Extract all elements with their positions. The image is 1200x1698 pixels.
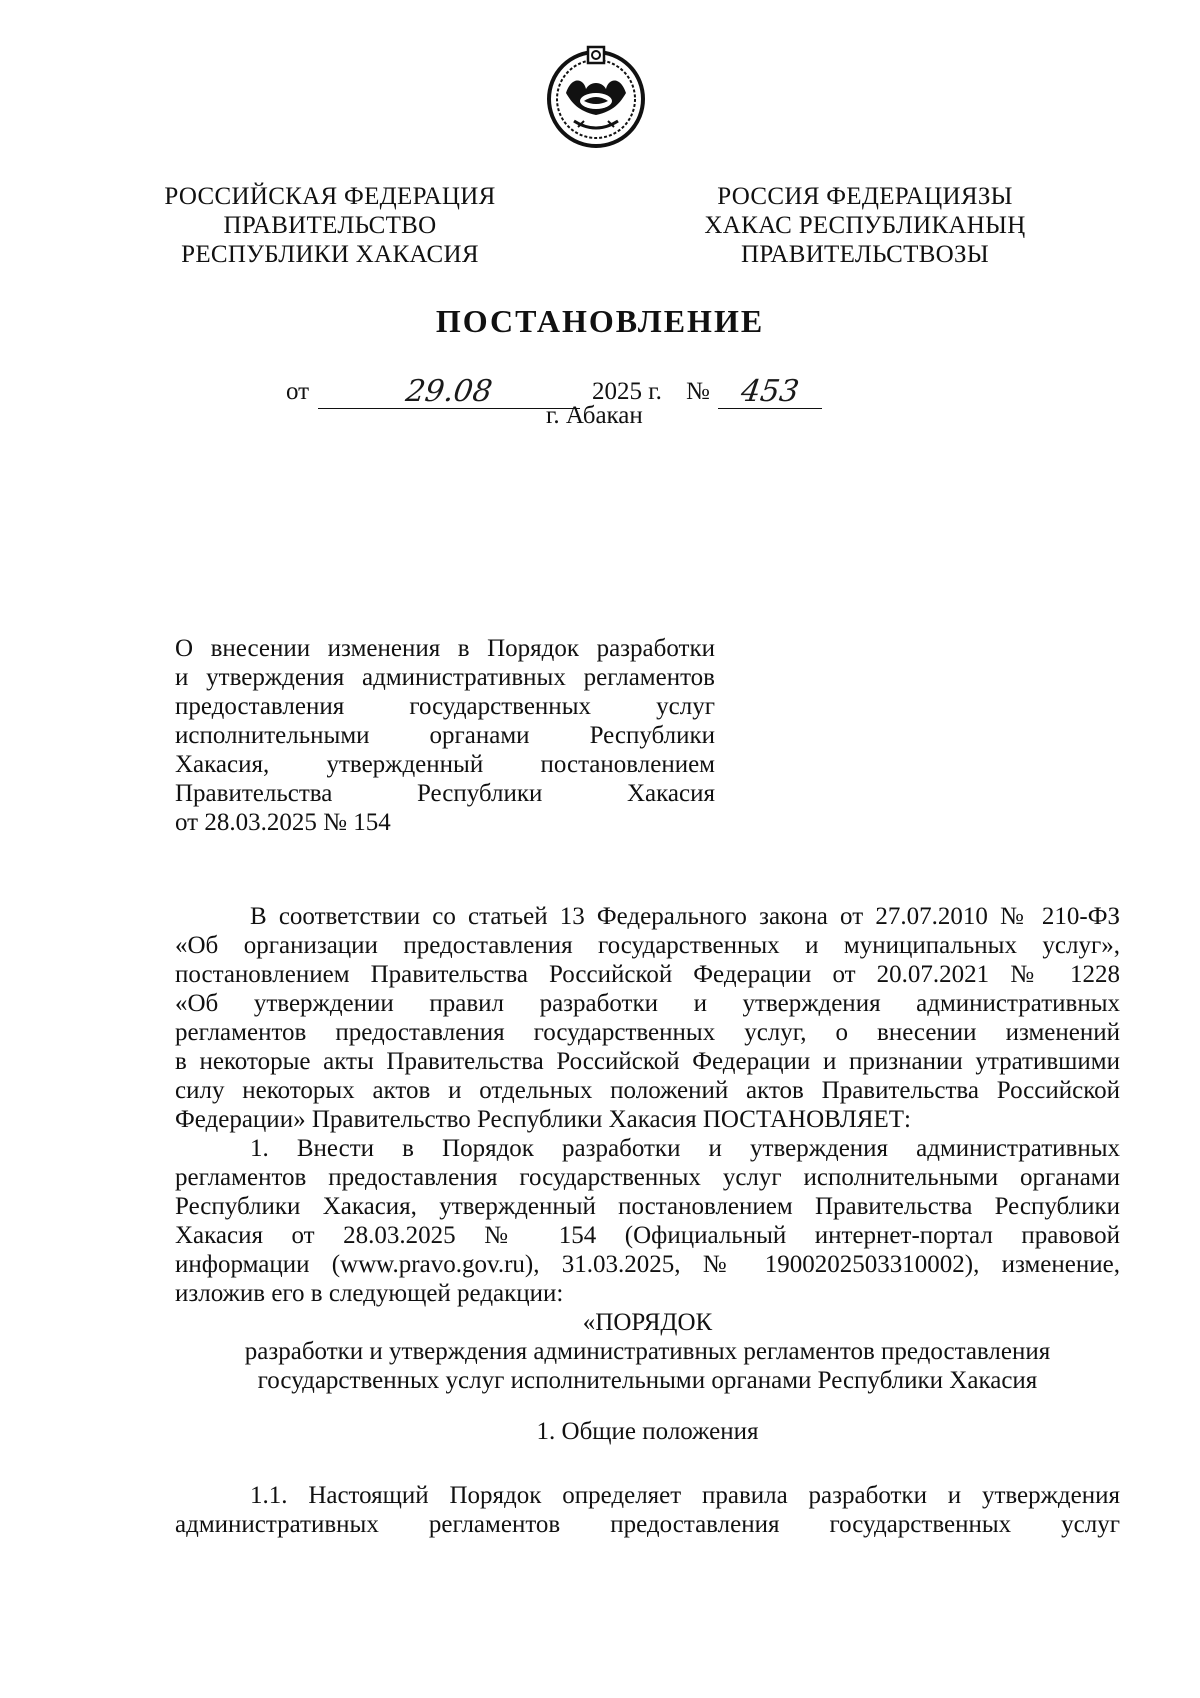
preamble-line: регламентов предоставления государственных услуг, о внесении изменений (175, 1019, 1120, 1046)
clause-1-1-line: административных регламентов предоставления государственных услуг (175, 1511, 1120, 1538)
item-1-line: регламентов предоставления государственных услуг исполнительными органами (175, 1164, 1120, 1191)
subject-line: Правительства Республики Хакасия (175, 780, 715, 807)
document-type-title: ПОСТАНОВЛЕНИЕ (435, 303, 765, 339)
number-label: № (686, 378, 710, 405)
subject-line: предоставления государственных услуг (175, 693, 715, 720)
order-title-line: государственных услуг исполнительными органами Республики Хакасия (257, 1367, 1038, 1394)
handwritten-number: 453 (738, 374, 802, 409)
preamble-line: силу некоторых актов и отдельных положений актов Правительства Российской (175, 1077, 1120, 1104)
header-right (685, 182, 1045, 269)
header-left-line: РЕСПУБЛИКИ ХАКАСИЯ (181, 241, 479, 268)
header-right-line: РОССИЯ ФЕДЕРАЦИЯЗЫ (717, 183, 1013, 210)
header-left-line: ПРАВИТЕЛЬСТВО (223, 212, 437, 239)
subject-line: и утверждения административных регламентов (175, 664, 715, 691)
handwritten-date: 29.08 (403, 374, 495, 409)
coat-of-arms-icon (544, 45, 648, 149)
number-field (718, 374, 822, 409)
preamble-line: В соответствии со статьей 13 Федерального закона от 27.07.2010 № 210-ФЗ (250, 903, 1120, 930)
header-right-line: ПРАВИТЕЛЬСТВОЗЫ (741, 241, 989, 268)
from-label: от (286, 378, 310, 405)
subject-line: исполнительными органами Республики (175, 722, 715, 749)
section-1-title: 1. Общие положения (536, 1418, 759, 1445)
city-label: г. Абакан (546, 402, 643, 429)
order-title-line: «ПОРЯДОК (582, 1309, 713, 1336)
preamble-line: «Об организации предоставления государственных и муниципальных услуг», (175, 932, 1120, 959)
item-1-line: изложив его в следующей редакции: (175, 1280, 564, 1307)
header-left (150, 182, 510, 269)
subject-line: О внесении изменения в Порядок разработки (175, 635, 715, 662)
item-1-line: 1. Внести в Порядок разработки и утверждения административных (250, 1135, 1120, 1162)
resolution-body (175, 902, 1120, 1539)
resolution-subject (175, 634, 715, 837)
clause-1-1-line: 1.1. Настоящий Порядок определяет правила разработки и утверждения (250, 1482, 1120, 1509)
subject-line: Хакасия, утвержденный постановлением (175, 751, 715, 778)
header-left-line: РОССИЙСКАЯ ФЕДЕРАЦИЯ (164, 183, 496, 210)
date-field (318, 374, 580, 409)
header-right-line: ХАКАС РЕСПУБЛИКАНЫҢ (704, 212, 1026, 239)
order-title-line: разработки и утверждения административных регламентов предоставления (244, 1338, 1051, 1365)
subject-line: от 28.03.2025 № 154 (175, 809, 391, 836)
year-label: 2025 г. (592, 378, 662, 405)
preamble-line: в некоторые акты Правительства Российской Федерации и признании утратившими (175, 1048, 1120, 1075)
preamble-line: Федерации» Правительство Республики Хакасия ПОСТАНОВЛЯЕТ: (175, 1106, 911, 1133)
preamble-line: постановлением Правительства Российской Федерации от 20.07.2021 № 1228 (175, 961, 1120, 988)
item-1-line: Хакасия от 28.03.2025 № 154 (Официальный интернет-портал правовой (175, 1222, 1120, 1249)
item-1-line: информации (www.pravo.gov.ru), 31.03.2025, № 1900202503310002), изменение, (175, 1251, 1120, 1278)
item-1-line: Республики Хакасия, утвержденный постановлением Правительства Республики (175, 1193, 1120, 1220)
preamble-line: «Об утверждении правил разработки и утверждения административных (175, 990, 1120, 1017)
